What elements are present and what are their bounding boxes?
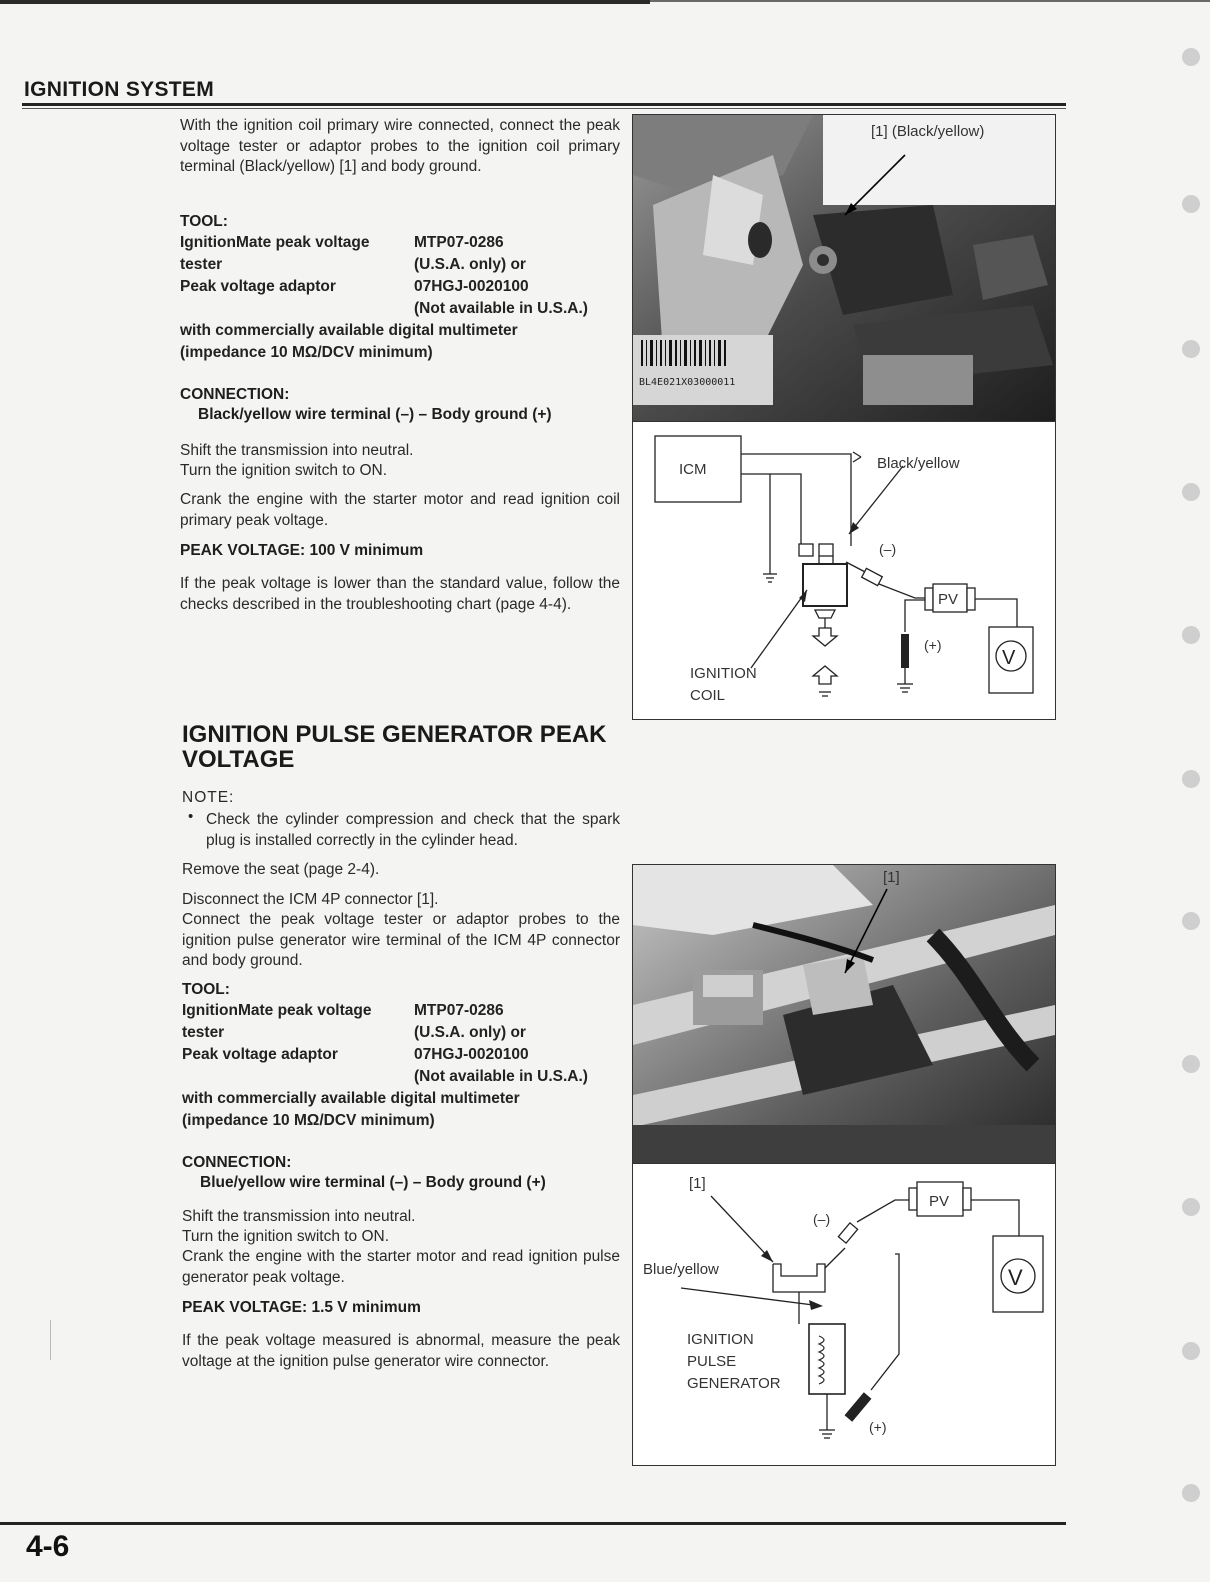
margin-mark	[50, 1320, 51, 1360]
pulse-tool-heading: TOOL:	[182, 981, 230, 998]
page-top-edge	[0, 0, 650, 4]
plus-label: (+)	[924, 637, 942, 653]
bullet-dot: •	[188, 808, 194, 825]
pulse-minus-label: (–)	[813, 1211, 831, 1227]
pulse-step: Crank the engine with the starter motor and read ignition pulse generator peak voltage.	[182, 1248, 620, 1286]
remove-seat-step: Remove the seat (page 2-4).	[182, 861, 380, 878]
binder-hole	[1182, 770, 1200, 788]
black-yellow-label: Black/yellow	[877, 455, 960, 472]
page-top-edge-thin	[650, 0, 1210, 2]
note-bullet: Check the cylinder compression and check that the spark plug is installed correctly in the cylinder head.	[206, 811, 620, 849]
pulse-connection-value: Blue/yellow wire terminal (–) – Body ground (+)	[200, 1174, 546, 1191]
coil-photo-callout: [1] (Black/yellow)	[871, 123, 985, 140]
coil-step: Shift the transmission into neutral.	[180, 442, 414, 459]
binder-hole	[1182, 1055, 1200, 1073]
pulse-tool-name: tester	[182, 1024, 225, 1041]
pulse-diagram-callout: [1]	[689, 1175, 706, 1192]
header-rule-thin	[22, 108, 1066, 109]
pulse-step: Shift the transmission into neutral.	[182, 1208, 416, 1225]
coil-troubleshoot: If the peak voltage is lower than the standard value, follow the checks described in the troubleshooting chart (page 4-4).	[180, 575, 620, 613]
blue-yellow-label: Blue/yellow	[643, 1261, 719, 1278]
header-rule	[22, 103, 1066, 106]
pv-label: PV	[938, 591, 959, 608]
coil-tool-value: (Not available in U.S.A.)	[414, 300, 588, 317]
coil-label: COIL	[690, 687, 726, 704]
meter-label: V	[1002, 647, 1016, 669]
pulse-photo-callout: [1]	[883, 869, 900, 886]
note-heading: NOTE:	[182, 789, 235, 806]
generator-label: PULSE	[687, 1353, 737, 1370]
pulse-tool-name: Peak voltage adaptor	[182, 1046, 338, 1063]
generator-label: GENERATOR	[687, 1375, 781, 1392]
coil-tool-value: 07HGJ-0020100	[414, 278, 529, 295]
pulse-peak-voltage: PEAK VOLTAGE: 1.5 V minimum	[182, 1299, 421, 1316]
coil-figure-frame	[632, 114, 1056, 720]
disconnect-step: Disconnect the ICM 4P connector [1].	[182, 891, 439, 908]
binder-hole	[1182, 1342, 1200, 1360]
pulse-tool-value: (U.S.A. only) or	[414, 1024, 526, 1041]
pulse-schematic	[633, 1164, 1055, 1466]
binder-hole	[1182, 912, 1200, 930]
binder-hole	[1182, 626, 1200, 644]
coil-connection-value: Black/yellow wire terminal (–) – Body ground (+)	[198, 406, 552, 423]
page-title: IGNITION SYSTEM	[24, 78, 215, 101]
coil-photo	[633, 115, 1055, 421]
pulse-tool-note: with commercially available digital multimeter	[182, 1090, 520, 1107]
pulse-step: Turn the ignition switch to ON.	[182, 1228, 390, 1245]
coil-peak-voltage: PEAK VOLTAGE: 100 V minimum	[180, 542, 424, 559]
coil-intro: With the ignition coil primary wire connected, connect the peak voltage tester or adaptor probes to the ignition coil primary terminal (Black/yellow) [1] and body ground.	[180, 117, 620, 175]
pulse-tool-name: IgnitionMate peak voltage	[182, 1002, 372, 1019]
pulse-section-title: IGNITION PULSE GENERATOR PEAK VOLTAGE	[182, 721, 607, 773]
connect-step: Connect the peak voltage tester or adaptor probes to the ignition pulse generator wire terminal of the ICM 4P connector and body ground.	[182, 911, 620, 969]
coil-tool-name: Peak voltage adaptor	[180, 278, 336, 295]
pulse-tool-value: (Not available in U.S.A.)	[414, 1068, 588, 1085]
coil-tool-name: tester	[180, 256, 223, 273]
coil-tool-heading: TOOL:	[180, 213, 228, 230]
icm-label: ICM	[679, 461, 707, 478]
binder-hole	[1182, 340, 1200, 358]
binder-hole	[1182, 1484, 1200, 1502]
minus-label: (–)	[879, 541, 897, 557]
coil-tool-name: IgnitionMate peak voltage	[180, 234, 370, 251]
generator-label: IGNITION	[687, 1331, 754, 1348]
pulse-tool-note: (impedance 10 MΩ/DCV minimum)	[182, 1112, 435, 1129]
coil-tool-value: (U.S.A. only) or	[414, 256, 526, 273]
coil-tool-note: (impedance 10 MΩ/DCV minimum)	[180, 344, 433, 361]
binder-hole	[1182, 1198, 1200, 1216]
binder-hole	[1182, 195, 1200, 213]
binder-hole	[1182, 483, 1200, 501]
pulse-photo	[633, 865, 1055, 1163]
coil-label: IGNITION	[690, 665, 757, 682]
coil-tool-note: with commercially available digital multimeter	[180, 322, 518, 339]
coil-step: Turn the ignition switch to ON.	[180, 462, 388, 479]
pulse-figure-frame	[632, 864, 1056, 1466]
pulse-connection-heading: CONNECTION:	[182, 1154, 292, 1171]
pulse-abnormal: If the peak voltage measured is abnormal, measure the peak voltage at the ignition pulse generator wire connector.	[182, 1332, 620, 1370]
pulse-pv-label: PV	[929, 1193, 950, 1210]
pulse-plus-label: (+)	[869, 1419, 887, 1435]
photo-serial-text: BL4E021X03000011	[639, 377, 736, 388]
coil-connection-heading: CONNECTION:	[180, 386, 290, 403]
pulse-tool-value: 07HGJ-0020100	[414, 1046, 529, 1063]
coil-step: Crank the engine with the starter motor and read ignition coil primary peak voltage.	[180, 491, 620, 529]
page-number: 4-6	[26, 1530, 70, 1563]
pulse-tool-value: MTP07-0286	[414, 1002, 504, 1019]
footer-rule	[0, 1522, 1066, 1525]
coil-tool-value: MTP07-0286	[414, 234, 504, 251]
binder-hole	[1182, 48, 1200, 66]
coil-schematic	[633, 422, 1055, 720]
pulse-meter-label: V	[1008, 1265, 1023, 1290]
